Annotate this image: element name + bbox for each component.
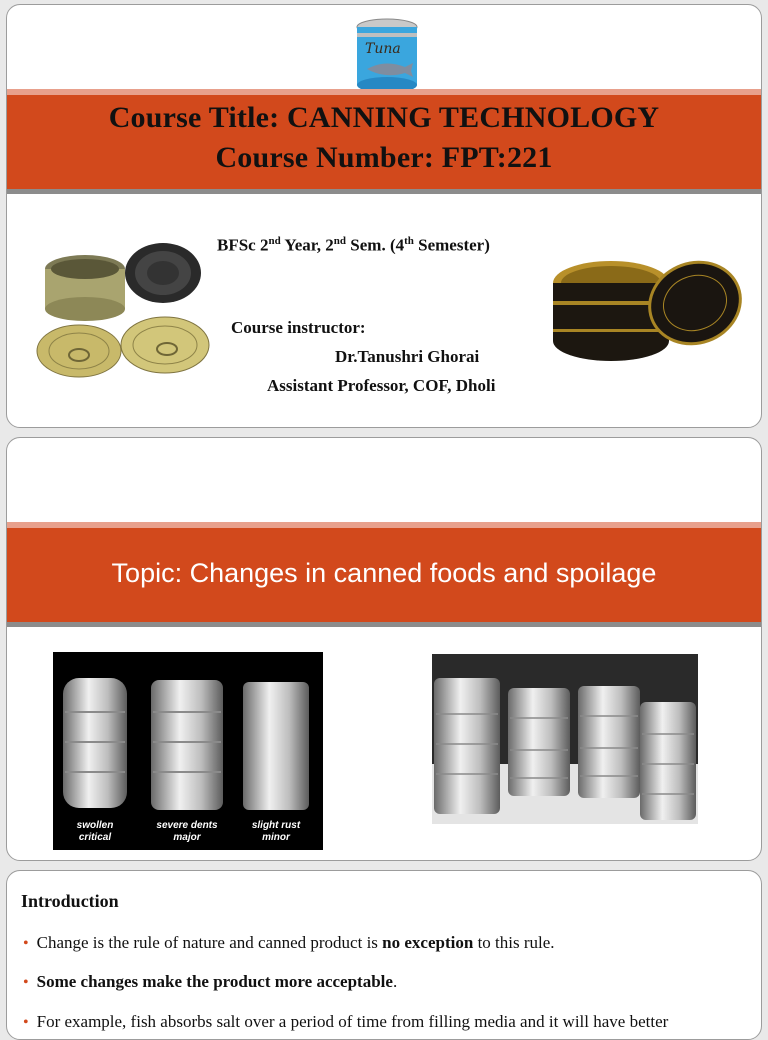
can-label-top: swollen	[76, 820, 114, 831]
can-label-top: slight rust	[251, 820, 301, 831]
can-label-bottom: critical	[78, 832, 112, 843]
slide-introduction[interactable]	[6, 870, 762, 1040]
instructor-label: Course instructor:	[231, 318, 366, 337]
course-title: Course Title: CANNING TECHNOLOGY	[108, 101, 660, 134]
can-label-group	[77, 820, 301, 843]
band-bottom-line	[7, 189, 761, 194]
can-defects-photo	[53, 652, 323, 850]
slide-course-title[interactable]	[6, 4, 762, 428]
course-number: Course Number: FPT:221	[215, 141, 553, 174]
can-logo-text: Tuna	[365, 41, 401, 57]
bullet-acceptable-changes: • Some changes make the product more acceptable.	[23, 972, 397, 992]
can-label-top: severe dents	[156, 820, 218, 831]
dented-cans-photo	[432, 654, 698, 824]
introduction-heading: Introduction	[21, 891, 119, 911]
can-label-bottom: minor	[262, 832, 290, 843]
instructor-name: Dr.Tanushri Ghorai	[335, 347, 480, 366]
tuna-can-image	[345, 15, 429, 95]
bullet-fish-example: • For example, fish absorbs salt over a period of time from filling media and it will have better	[23, 1012, 668, 1032]
slide-topic[interactable]	[6, 437, 762, 861]
topic-title: Topic: Changes in canned foods and spoilage	[111, 558, 657, 588]
decorative-tin-image	[545, 243, 749, 377]
bullet-change-rule: • Change is the rule of nature and canned product is no exception to this rule.	[23, 933, 555, 953]
empty-cans-image	[35, 231, 213, 381]
band-bottom-line	[7, 622, 761, 627]
program-year: BFSc 2nd Year, 2nd Sem. (4th Semester)	[217, 235, 490, 255]
can-label-bottom: major	[173, 832, 201, 843]
instructor-position: Assistant Professor, COF, Dholi	[267, 376, 496, 395]
